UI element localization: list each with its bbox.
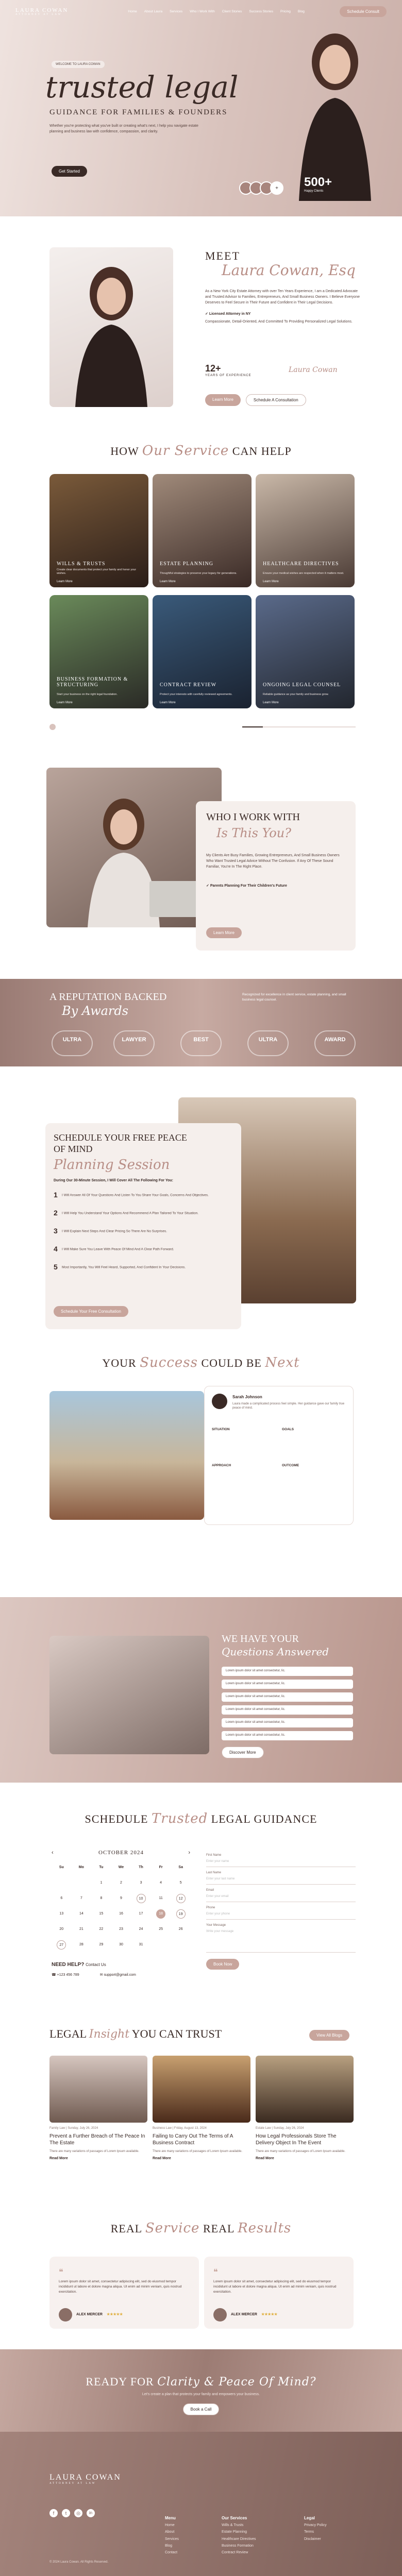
read-more-link[interactable]: Read More — [256, 2157, 274, 2161]
attorney-portrait — [49, 247, 173, 407]
who-card — [196, 801, 356, 951]
plus-icon: + — [270, 181, 283, 195]
about-name: Laura Cowan, Esq — [222, 262, 356, 279]
calendar-day — [77, 1878, 86, 1888]
calendar-weekday: Tu — [99, 1866, 104, 1869]
schedule-consultation-button[interactable]: Schedule A Consultation — [246, 394, 306, 406]
calendar-day[interactable]: 5 — [179, 1881, 182, 1885]
avatar — [213, 2308, 227, 2321]
book-now-button[interactable]: Book Now — [206, 1959, 239, 1970]
hero-description: Whether you're protecting what you've built or creating what's next, I help you navigate estate planning and business law with confidence, compassion, and clarity. — [49, 124, 198, 133]
calendar-day[interactable]: 15 — [99, 1912, 104, 1916]
phone[interactable]: ☎ +123 456 789 — [52, 1973, 79, 1977]
review-card: ❝ Lorem ipsum dolor sit amet, consectetur adipiscing elit, sed do eiusmod tempor incididunt ut labore et dolore magna aliqua. Ut enim ad minim veniam, quis nostrud exercitation. ALEX MERCER ★★★★★ — [204, 2257, 354, 2329]
schedule-heading: SCHEDULE Trusted LEGAL GUIDANCE — [85, 1811, 317, 1826]
discover-more-button[interactable]: Discover More — [222, 1747, 264, 1758]
awards-desc: Recognized for excellence in client service, estate planning, and small business legal counsel. — [242, 993, 346, 1002]
contact-info — [52, 1973, 191, 1977]
awards-script: By Awards — [62, 1004, 129, 1018]
calendar-day[interactable]: 6 — [60, 1896, 63, 1900]
reviews-heading: REAL Service REAL Results — [110, 2221, 292, 2236]
calendar-day[interactable]: 20 — [59, 1927, 64, 1931]
footer-link[interactable]: Terms — [304, 2530, 314, 2534]
service-card-estate[interactable]: ESTATE PLANNING Thoughtful strategies to preserve your legacy for generations. Learn More — [153, 474, 252, 587]
blog-image — [153, 2056, 250, 2123]
book-call-button[interactable]: Book a Call — [183, 2403, 220, 2415]
plan-step: 2 I Will Help You Understand Your Options And Recommend A Plan Tailored To Your Situation. — [54, 1209, 198, 1217]
calendar-day[interactable]: 18 — [156, 1909, 165, 1919]
carousel-prev-icon[interactable] — [49, 724, 56, 730]
rating-stars: ★★★★★ — [106, 2313, 123, 2317]
who-text: My Clients Are Busy Families, Growing Entrepreneurs, And Small Business Owners Who Want Trusted Legal Advice Without The Confusion. If Any Of These Sound Familiar, You're In The Right Place. — [206, 854, 340, 869]
read-more-link[interactable]: Read More — [49, 2157, 68, 2161]
avatar — [59, 2308, 72, 2321]
plan-consultation-button[interactable]: Schedule Your Free Consultation — [54, 1306, 128, 1317]
nav-link-about[interactable]: About Laura — [144, 9, 163, 13]
plan-heading: SCHEDULE YOUR FREE PEACE OF MIND — [54, 1132, 187, 1154]
hero-badge: WELCOME TO LAURA COWAN — [52, 61, 105, 68]
blog-card[interactable]: Business Law | Friday, August 13, 2024 Failing to Carry Out The Terms of A Business Contract There are many variations of passages of Lorem Ipsum available. Read More — [153, 2056, 250, 2160]
footer-link[interactable]: Healthcare Directives — [222, 2537, 256, 2541]
plan-step: 3 I Will Explain Next Steps And Clear Pricing So There Are No Surprises. — [54, 1227, 167, 1235]
blog-heading: LEGAL Insight YOU CAN TRUST — [49, 2027, 222, 2041]
nav-link-home[interactable]: Home — [128, 9, 137, 13]
award-badge: LAWYER — [113, 1030, 155, 1056]
client-name: Sarah Johnson — [232, 1395, 262, 1399]
calendar-day[interactable]: 24 — [139, 1927, 143, 1931]
faq-item[interactable]: Lorem ipsum dolor sit amet consectetur, lic. — [222, 1705, 353, 1715]
about-text: As a New York City Estate Attorney with over Ten Years Experience, I am a Dedicated Advocate and Trusted Advisor to Families, Entrepreneurs, And Small Business Owners. I Believe Everyone Deserves to Feel Secure in Their Future and Confident in Their Legal Decisions. ✓ Licensed Attorney in NY Compassionate, Detail-Oriented, And Committed To Providing Personalized Legal Solutions. — [205, 290, 360, 324]
footer-link[interactable]: Services — [165, 2537, 179, 2541]
calendar-day[interactable]: 9 — [120, 1896, 122, 1900]
footer-link[interactable]: Wills & Trusts — [222, 2523, 244, 2528]
service-learn-more[interactable]: Learn More — [160, 701, 176, 704]
footer-link[interactable]: Business Formation — [222, 2544, 254, 2548]
awards-heading: A REPUTATION BACKED — [49, 991, 167, 1003]
nav-links — [93, 10, 340, 13]
hero-portrait — [289, 15, 381, 201]
calendar-day[interactable]: 28 — [79, 1943, 83, 1946]
need-help: NEED HELP? Contact Us — [52, 1962, 106, 1968]
hero-subtitle: GUIDANCE FOR FAMILIES & FOUNDERS — [49, 108, 228, 116]
calendar-day[interactable]: 27 — [57, 1940, 66, 1950]
footer-link[interactable]: Home — [165, 2523, 175, 2528]
nav-link-who[interactable]: Who I Work With — [190, 9, 215, 13]
plan-lead: During Our 30-Minute Session, I Will Cover All The Following For You: — [54, 1179, 173, 1182]
who-heading: WHO I WORK WITH — [206, 811, 300, 823]
client-stat: 500+ Happy Clients — [304, 175, 332, 193]
woman-laptop-image — [46, 768, 222, 927]
blog-card[interactable]: Family Law | Sunday, July 26, 2024 Prevent a Further Breach of The Peace In The Estate There are many variations of passages of Lorem Ipsum available. Read More — [49, 2056, 147, 2160]
calendar-day[interactable]: 3 — [140, 1881, 142, 1885]
calendar-day[interactable]: 25 — [159, 1927, 163, 1931]
calendar-day[interactable]: 8 — [100, 1896, 103, 1900]
service-card-contract[interactable]: CONTRACT REVIEW Protect your interests with carefully reviewed agreements. Learn More — [153, 595, 252, 708]
first-name-input[interactable]: Enter your name — [206, 1857, 356, 1867]
plan-step: 1 I Will Answer All Of Your Questions And Listen To You Share Your Goals, Concerns And Objectives. — [54, 1191, 209, 1199]
footer-link[interactable]: Contract Review — [222, 2551, 248, 2555]
who-photo — [46, 768, 222, 927]
service-card-business[interactable]: BUSINESS FORMATION & STRUCTURING Start your business on the right legal foundation. Learn More — [49, 595, 148, 708]
message-input[interactable]: Write your message — [206, 1927, 356, 1953]
success-story-card — [204, 1386, 354, 1525]
calendar-prev-icon[interactable]: ‹ — [52, 1850, 54, 1856]
calendar-next-icon[interactable]: › — [188, 1850, 191, 1856]
story-label: SITUATION — [212, 1428, 230, 1431]
service-learn-more[interactable]: Learn More — [57, 580, 73, 583]
calendar-day — [57, 1878, 66, 1888]
calendar-day[interactable]: 16 — [119, 1912, 123, 1916]
footer — [0, 2432, 402, 2576]
faq-item[interactable]: Lorem ipsum dolor sit amet consectetur, lic. — [222, 1667, 353, 1676]
booking-form: First Name Enter your name Last Name Enter your last name Email Enter your email Phone Enter your phone Your Message Write your message Book Now — [206, 1850, 356, 1970]
calendar-weekday: Sa — [178, 1866, 183, 1869]
faq-photo — [49, 1636, 209, 1754]
hero-title: trusted legal — [45, 70, 239, 105]
hero-section — [0, 0, 402, 216]
calendar-day[interactable]: 13 — [59, 1912, 64, 1916]
calendar-day — [156, 1940, 165, 1950]
email[interactable]: ✉ support@gmail.com — [99, 1973, 136, 1977]
calendar-weekday: Th — [139, 1866, 143, 1869]
about-buttons — [205, 394, 306, 406]
calendar-day[interactable]: 10 — [137, 1894, 146, 1903]
faq-item[interactable]: Lorem ipsum dolor sit amet consectetur, lic. — [222, 1731, 353, 1740]
about-heading: MEET — [205, 249, 240, 262]
calendar-weekday: Fr — [159, 1866, 163, 1869]
calendar-day[interactable]: 29 — [99, 1943, 104, 1946]
award-badge: ULTRA — [247, 1030, 289, 1056]
calendar-day[interactable]: 1 — [100, 1881, 103, 1885]
success-photo — [49, 1391, 204, 1520]
calendar-day[interactable]: 31 — [139, 1943, 143, 1946]
twitter-icon[interactable]: t — [62, 2509, 70, 2517]
social-icons — [49, 2509, 95, 2517]
cta-heading: READY FOR Clarity & Peace Of Mind? — [86, 2375, 316, 2388]
nav-link-pricing[interactable]: Pricing — [280, 9, 291, 13]
calendar-month: OCTOBER 2024 — [98, 1850, 144, 1856]
about-photo — [49, 247, 173, 407]
calendar-day[interactable]: 21 — [79, 1927, 83, 1931]
calendar-day — [176, 1940, 186, 1950]
plan-step: 5 Most Importantly, You Will Feel Heard, Supported, And Confident In Your Decisions. — [54, 1263, 186, 1271]
signature: Laura Cowan — [289, 366, 338, 374]
calendar-day[interactable]: 23 — [119, 1927, 123, 1931]
footer-col-legal: Legal Privacy Policy Terms Disclaimer — [304, 2514, 327, 2543]
about-bullet: Licensed Attorney in NY — [209, 312, 251, 316]
instagram-icon[interactable]: ◎ — [74, 2509, 82, 2517]
read-more-link[interactable]: Read More — [153, 2157, 171, 2161]
faq-script: Questions Answered — [222, 1646, 329, 1658]
avatar — [212, 1394, 227, 1409]
calendar-day[interactable]: 4 — [160, 1881, 162, 1885]
calendar-day[interactable]: 7 — [80, 1896, 82, 1900]
calendar-grid — [52, 1863, 191, 1950]
calendar-day[interactable]: 11 — [159, 1896, 163, 1900]
hero-cta-button[interactable]: Get Started — [52, 166, 87, 177]
facebook-icon[interactable]: f — [49, 2509, 58, 2517]
blog-image — [256, 2056, 354, 2123]
award-badge: ULTRA — [52, 1030, 93, 1056]
calendar-day[interactable]: 12 — [176, 1894, 186, 1903]
nav-link-services[interactable]: Services — [170, 9, 183, 13]
cta-desc: Let's create a plan that protects your family and empowers your business. — [142, 2393, 260, 2396]
last-name-input[interactable]: Enter your last name — [206, 1874, 356, 1885]
footer-link[interactable]: Contact — [165, 2551, 178, 2555]
award-badge: AWARD — [314, 1030, 356, 1056]
calendar-day[interactable]: 2 — [120, 1881, 122, 1885]
calendar-day[interactable]: 22 — [99, 1927, 104, 1931]
logo[interactable]: LAURA COWAN ATTORNEY AT LAW — [15, 7, 69, 16]
review-card: ❝ Lorem ipsum dolor sit amet, consectetur adipiscing elit, sed do eiusmod tempor incididunt ut labore et dolore magna aliqua. Ut enim ad minim veniam, quis nostrud exercitation. ALEX MERCER ★★★★★ — [49, 2257, 199, 2329]
who-learn-more-button[interactable]: Learn More — [206, 927, 242, 938]
story-label: OUTCOME — [282, 1464, 299, 1467]
rating-stars: ★★★★★ — [261, 2313, 278, 2317]
plan-step: 4 I Will Make Sure You Leave With Peace Of Mind And A Clear Path Forward. — [54, 1245, 174, 1253]
footer-col-services: Our Services Wills & Trusts Estate Planning Healthcare Directives Business Formation Contract Review — [222, 2514, 256, 2556]
who-script: Is This You? — [216, 826, 292, 840]
faq-heading: WE HAVE YOUR — [222, 1633, 299, 1645]
footer-link[interactable]: Privacy Policy — [304, 2523, 327, 2528]
calendar-weekday: Mo — [78, 1866, 84, 1869]
footer-logo[interactable]: LAURA COWAN ATTORNEY AT LAW — [49, 2473, 121, 2485]
footer-link[interactable]: About — [165, 2530, 175, 2534]
award-badge: BEST — [180, 1030, 222, 1056]
client-quote: Laura made a complicated process feel simple. Her guidance gave our family true peace of mind. — [232, 1402, 345, 1410]
services-heading: HOW Our Service CAN HELP — [110, 443, 292, 459]
service-learn-more[interactable]: Learn More — [57, 701, 73, 704]
client-avatars — [242, 181, 283, 195]
calendar-day[interactable]: 30 — [119, 1943, 123, 1946]
footer-link[interactable]: Disclaimer — [304, 2537, 321, 2541]
nav-cta-button[interactable]: Schedule Consult — [340, 6, 387, 17]
calendar-day[interactable]: 26 — [178, 1927, 183, 1931]
calendar-weekday: We — [118, 1866, 124, 1869]
blog-image — [49, 2056, 147, 2123]
calendar-day[interactable]: 14 — [79, 1912, 83, 1916]
calendar-day[interactable]: 17 — [139, 1912, 143, 1916]
nav-link-blog[interactable]: Blog — [297, 9, 305, 13]
footer-link[interactable]: Blog — [165, 2544, 173, 2548]
story-label: GOALS — [282, 1428, 294, 1431]
plan-script: Planning Session — [54, 1157, 170, 1173]
quote-icon: ❝ — [59, 2268, 63, 2277]
who-bullet: ✓ Parents Planning For Their Children's Future — [206, 884, 287, 888]
cta-section — [0, 2349, 402, 2432]
footer-link[interactable]: Estate Planning — [222, 2530, 247, 2534]
phone-input[interactable]: Enter your phone — [206, 1909, 356, 1920]
service-card-wills[interactable]: WILLS & TRUSTS Create clear documents that protect your family and honor your wishes. Learn More — [49, 474, 148, 587]
nav-link-success[interactable]: Success Stories — [249, 9, 273, 13]
faq-item[interactable]: Lorem ipsum dolor sit amet consectetur, lic. — [222, 1692, 353, 1702]
experience-stat: 12+ YEARS OF EXPERIENCE — [205, 363, 252, 377]
quote-icon: ❝ — [213, 2268, 218, 2277]
faq-item[interactable]: Lorem ipsum dolor sit amet consectetur, lic. — [222, 1680, 353, 1689]
calendar-weekday: Su — [59, 1866, 64, 1869]
linkedin-icon[interactable]: in — [87, 2509, 95, 2517]
copyright: © 2024 Laura Cowan. All Rights Reserved. — [49, 2561, 109, 2564]
service-learn-more[interactable]: Learn More — [160, 580, 176, 583]
view-all-blogs-button[interactable]: View All Blogs — [309, 2030, 349, 2041]
email-input[interactable]: Enter your email — [206, 1892, 356, 1902]
service-learn-more[interactable]: Learn More — [263, 580, 279, 583]
learn-more-button[interactable]: Learn More — [205, 394, 241, 406]
faq-item[interactable]: Lorem ipsum dolor sit amet consectetur, lic. — [222, 1718, 353, 1727]
service-card-counsel[interactable]: ONGOING LEGAL COUNSEL Reliable guidance as your family and business grow. Learn More — [256, 595, 355, 708]
nav-link-clients[interactable]: Client Stories — [222, 9, 242, 13]
service-card-healthcare[interactable]: HEALTHCARE DIRECTIVES Ensure your medical wishes are respected when it matters most. Learn More — [256, 474, 355, 587]
service-learn-more[interactable]: Learn More — [263, 701, 279, 704]
success-heading: YOUR Success COULD BE Next — [102, 1355, 300, 1370]
story-label: APPROACH — [212, 1464, 231, 1467]
blog-card[interactable]: Estate Law | Sunday, July 26, 2024 How Legal Professionals Store The Delivery Object In The Event There are many variations of passages of Lorem Ipsum available. Read More — [256, 2056, 354, 2160]
calendar — [52, 1850, 191, 1977]
carousel-progress — [242, 726, 356, 727]
footer-col-menu: Menu Home About Services Blog Contact — [165, 2514, 179, 2556]
calendar-day[interactable]: 19 — [176, 1909, 186, 1919]
